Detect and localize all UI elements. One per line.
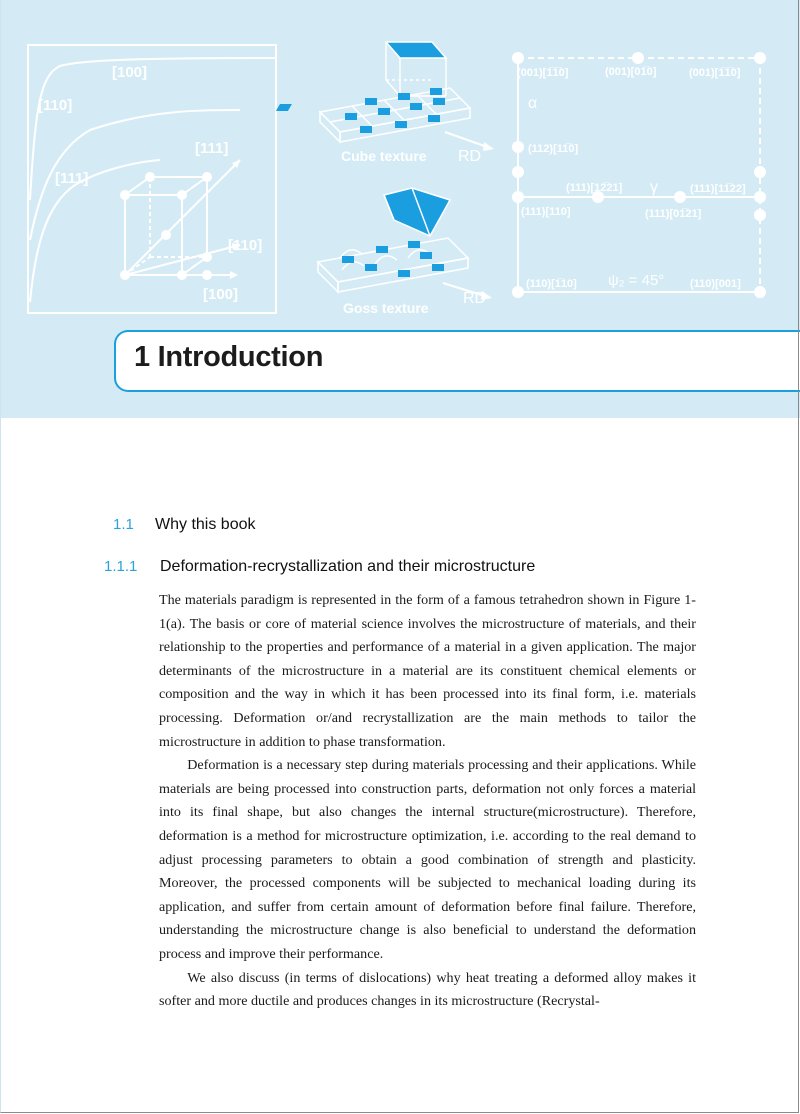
- label-111-011: (111)[01̅21]: [645, 208, 702, 220]
- chapter-banner: [0, 0, 800, 418]
- subsection-number: 1.1.1: [104, 558, 138, 575]
- subsection-heading: [104, 558, 744, 580]
- label-curve-100: [100]: [112, 64, 148, 81]
- label-111-121: (111)[12̅21]: [566, 182, 623, 194]
- chapter-title: 1 Introduction: [134, 341, 324, 373]
- rd-label-goss: RD: [463, 290, 487, 307]
- chapter-heading-box: [114, 330, 800, 392]
- label-psi2: ψ₂ = 45°: [608, 272, 665, 289]
- goss-texture-label: Goss texture: [343, 300, 429, 316]
- crystal-cube: [125, 160, 240, 275]
- label-110-110: (110)[1̅10]: [526, 278, 577, 290]
- body-text: [159, 589, 696, 1014]
- label-001-1b1b0: (001)[1̅1̅0]: [689, 67, 741, 79]
- section-title: Why this book: [155, 516, 256, 533]
- label-111-112: (111)[11̅22]: [690, 183, 746, 195]
- label-curve-111: [111]: [55, 170, 89, 187]
- label-112: (112)[11̅0]: [528, 143, 579, 155]
- paragraph: The materials paradigm is represented in the form of a famous tetrahedron shown in Figure 1-1(a). The basis or core of material science involves the microstructure of materials, and their relationship to the properties and performance of a material in a given application. The major determinants of the microstructure in a material are its constituent chemical elements or composition and the way in which it has been processed into its final form, i.e. materials processing. Deformation or/and recrystallization are the main methods to tailor the microstructure in addition to phase transformation.: [159, 592, 696, 750]
- cube-texture-label: Cube texture: [341, 148, 427, 164]
- label-curve-110: [110]: [38, 97, 73, 114]
- label-cube-111: [111]: [195, 140, 229, 157]
- orientation-map: [512, 52, 766, 298]
- paragraph: Deformation is a necessary step during materials processing and their applications. While materials are being processed into construction parts, deformation not only forces a material into its final shape, but also changes the internal structure(microstructure). Therefore, deformation is a method for microstructure optimization, i.e. according to the real demand to adjust processing parameters to obtain a good combination of strength and plasticity. Moreover, the processed components will be subjected to mechanical loading during its application, and suffer from certain amount of deformation before final failure. Therefore, understanding the microstructure change is also beneficial to understand the deformation process and improve their performance.: [159, 757, 696, 962]
- paragraph: We also discuss (in terms of dislocations) why heat treating a deformed alloy makes it softer and more ductile and produces changes in its microstructure (Recrystal-: [159, 969, 696, 1010]
- texture-figure: [276, 42, 494, 316]
- curve-111: [30, 160, 160, 302]
- subsection-title: Deformation-recrystallization and their microstructure: [160, 558, 536, 575]
- section-number: 1.1: [113, 516, 134, 533]
- label-cube-110: [110]: [228, 237, 263, 254]
- label-111-110: (111)[110]: [521, 206, 571, 218]
- label-110-001: (110)[001]: [690, 278, 741, 290]
- label-gamma: γ: [650, 179, 658, 196]
- label-001-1b10: (001)[1̅1̅0]: [517, 67, 569, 79]
- rd-label-cube: RD: [458, 148, 482, 165]
- label-alpha: α: [528, 95, 538, 112]
- section-heading: [113, 516, 713, 538]
- label-cube-100: [100]: [203, 286, 239, 303]
- stress-strain-figure: [28, 45, 276, 313]
- label-001-01b0: (001)[01̅0]: [605, 66, 657, 78]
